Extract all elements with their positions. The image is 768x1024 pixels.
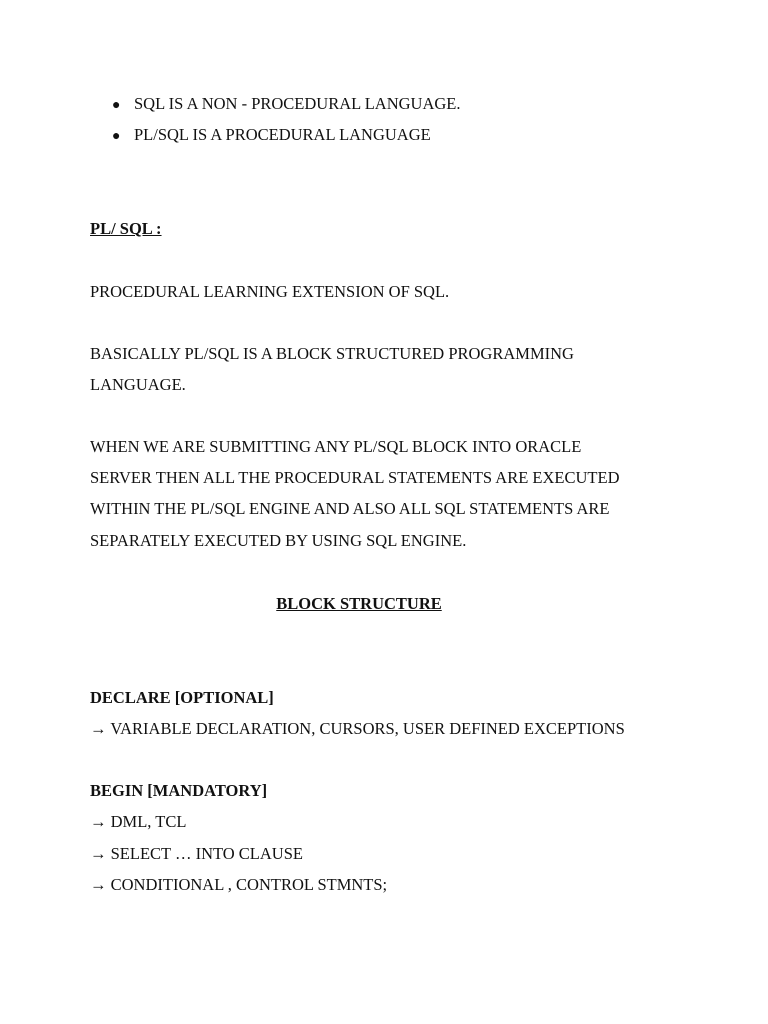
block-structure-heading: BLOCK STRUCTURE xyxy=(276,594,442,613)
begin-item: → CONDITIONAL , CONTROL STMNTS; xyxy=(90,875,388,894)
paragraph-line: BASICALLY PL/SQL IS A BLOCK STRUCTURED PROGRAMMING xyxy=(90,344,574,363)
paragraph-line: SEPARATELY EXECUTED BY USING SQL ENGINE. xyxy=(90,531,467,550)
paragraph-line: WHEN WE ARE SUBMITTING ANY PL/SQL BLOCK INTO ORACLE xyxy=(90,437,582,456)
paragraph-line: WITHIN THE PL/SQL ENGINE AND ALSO ALL SQL STATEMENTS ARE xyxy=(90,499,610,518)
begin-item: → SELECT … INTO CLAUSE xyxy=(90,844,303,863)
bullet-item xyxy=(112,125,431,147)
bullet-icon: ● xyxy=(112,98,121,113)
paragraph-line: LANGUAGE. xyxy=(90,375,186,394)
bullet-text: SQL IS A NON - PROCEDURAL LANGUAGE. xyxy=(134,94,461,113)
paragraph-line: SERVER THEN ALL THE PROCEDURAL STATEMENTS ARE EXECUTED xyxy=(90,468,620,487)
begin-item: → DML, TCL xyxy=(90,812,187,831)
paragraph-line: PROCEDURAL LEARNING EXTENSION OF SQL. xyxy=(90,282,450,301)
begin-title: BEGIN [MANDATORY] xyxy=(90,781,268,800)
bullet-text: PL/SQL IS A PROCEDURAL LANGUAGE xyxy=(134,125,431,144)
bullet-item xyxy=(112,94,461,116)
declare-title: DECLARE [OPTIONAL] xyxy=(90,688,274,707)
section-heading-plsql: PL/ SQL : xyxy=(90,219,162,238)
declare-item: → VARIABLE DECLARATION, CURSORS, USER DEFINED EXCEPTIONS xyxy=(90,719,625,738)
bullet-icon: ● xyxy=(112,129,121,144)
